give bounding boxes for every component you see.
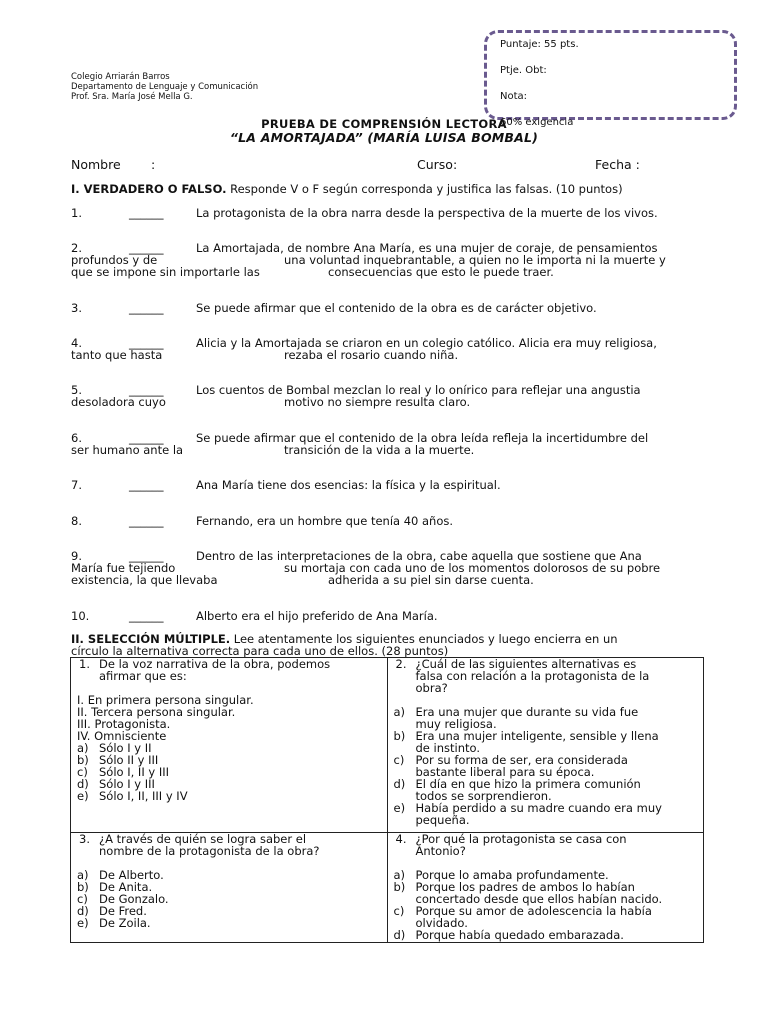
- question-text: Alicia y la Amortajada se criaron en un colegio católico. Alicia era muy religiosa,: [196, 336, 657, 350]
- roman-statement: III. Protagonista.: [77, 717, 171, 731]
- answer-option[interactable]: [388, 778, 704, 802]
- option-letter: c): [393, 753, 405, 767]
- option-letter: e): [77, 916, 89, 930]
- option-letter: a): [393, 868, 406, 882]
- question-text: Dentro de las interpretaciones de la obra, cabe aquella que sostiene que Ana: [196, 549, 642, 563]
- answer-blank[interactable]: ______: [129, 549, 164, 563]
- question-stem: ¿A través de quién se logra saber el: [99, 832, 307, 846]
- option-letter: b): [77, 753, 89, 767]
- answer-blank[interactable]: ______: [129, 609, 164, 623]
- question-number: 8.: [71, 514, 82, 528]
- question-text: tanto que hasta: [71, 348, 163, 362]
- question-stem: nombre de la protagonista de la obra?: [99, 844, 320, 858]
- option-letter: d): [77, 904, 89, 918]
- question-number: 10.: [71, 609, 90, 623]
- answer-blank[interactable]: ______: [129, 478, 164, 492]
- option-text: Porque su amor de adolescencia la había: [415, 904, 652, 918]
- question-text: existencia, la que llevaba: [71, 573, 218, 587]
- mc-question-4: [387, 833, 704, 943]
- question-text: consecuencias que esto le puede traer.: [328, 265, 554, 279]
- question-text: Fernando, era un hombre que tenía 40 años.: [196, 514, 454, 528]
- score-total: Puntaje: 55 pts.: [500, 39, 579, 50]
- question-text: Ana María tiene dos esencias: la física y la espiritual.: [196, 478, 501, 492]
- option-text: De Zoila.: [99, 916, 151, 930]
- question-number: 3.: [71, 301, 82, 315]
- question-stem: obra?: [415, 681, 448, 695]
- question-text: su mortaja con cada uno de los momentos dolorosos de su pobre: [284, 561, 661, 575]
- mc-question-1: [71, 658, 388, 833]
- option-text: olvidado.: [415, 916, 468, 930]
- section2-instructions: Lee atentamente los siguientes enunciados y luego encierra en un: [230, 632, 618, 646]
- roman-statement: IV. Omnisciente: [77, 729, 167, 743]
- answer-option[interactable]: [388, 706, 704, 730]
- option-text: pequeña.: [415, 813, 470, 827]
- answer-option[interactable]: [71, 917, 387, 929]
- answer-blank[interactable]: ______: [129, 336, 164, 350]
- answer-option[interactable]: [388, 929, 704, 941]
- answer-option[interactable]: [388, 802, 704, 826]
- option-text: Sólo I, II y III: [99, 765, 169, 779]
- question-stem: De la voz narrativa de la obra, podemos: [99, 657, 331, 671]
- question-number: 1.: [79, 657, 90, 671]
- question-text: La Amortajada, de nombre Ana María, es una mujer de coraje, de pensamientos: [196, 241, 658, 255]
- option-letter: b): [77, 880, 89, 894]
- answer-blank[interactable]: ______: [129, 206, 164, 220]
- option-letter: c): [77, 765, 88, 779]
- option-letter: a): [77, 868, 89, 882]
- section2-heading: [71, 633, 711, 657]
- question-text: rezaba el rosario cuando niña.: [284, 348, 459, 362]
- department-name: Departamento de Lenguaje y Comunicación: [71, 82, 259, 92]
- section1-title: I. VERDADERO O FALSO.: [71, 182, 227, 196]
- question-number: 2.: [71, 241, 82, 255]
- question-text: que se impone sin importarle las: [71, 265, 260, 279]
- question-number: 2.: [395, 657, 407, 671]
- option-text: De Anita.: [99, 880, 153, 894]
- question-text: Alberto era el hijo preferido de Ana María.: [196, 609, 438, 623]
- question-text: Los cuentos de Bombal mezclan lo real y lo onírico para reflejar una angustia: [196, 383, 641, 397]
- option-text: muy religiosa.: [415, 717, 497, 731]
- answer-option[interactable]: [71, 790, 387, 802]
- option-text: Porque lo amaba profundamente.: [415, 868, 609, 882]
- name-label: Nombre: [71, 157, 121, 172]
- question-stem: falsa con relación a la protagonista de la: [415, 669, 650, 683]
- option-letter: d): [393, 777, 406, 791]
- option-text: Sólo I y III: [99, 777, 155, 791]
- option-letter: c): [77, 892, 88, 906]
- name-colon: :: [151, 157, 156, 172]
- option-letter: b): [393, 729, 406, 743]
- question-text: transición de la vida a la muerte.: [284, 443, 475, 457]
- answer-blank[interactable]: ______: [129, 383, 164, 397]
- option-text: Sólo I, II, III y IV: [99, 789, 188, 803]
- school-name: Colegio Arriarán Barros: [71, 72, 170, 82]
- question-number: 5.: [71, 383, 82, 397]
- option-text: bastante liberal para su época.: [415, 765, 595, 779]
- option-text: Sólo I y II: [99, 741, 152, 755]
- option-text: Era una mujer que durante su vida fue: [415, 705, 639, 719]
- answer-option[interactable]: [388, 730, 704, 754]
- question-number: 4.: [395, 832, 407, 846]
- question-stem: Antonio?: [415, 844, 466, 858]
- option-letter: d): [77, 777, 89, 791]
- answer-option[interactable]: [388, 881, 704, 905]
- option-letter: a): [393, 705, 406, 719]
- question-text: ser humano ante la: [71, 443, 184, 457]
- question-number: 7.: [71, 478, 82, 492]
- question-number: 1.: [71, 206, 82, 220]
- answer-blank[interactable]: ______: [129, 514, 164, 528]
- option-letter: a): [77, 741, 89, 755]
- option-text: concertado desde que ellos habían nacido.: [415, 892, 663, 906]
- roman-statement: II. Tercera persona singular.: [77, 705, 236, 719]
- option-text: Sólo II y III: [99, 753, 159, 767]
- question-text: profundos y de: [71, 253, 158, 267]
- mc-question-3: [71, 833, 388, 943]
- option-letter: e): [393, 801, 406, 815]
- question-number: 9.: [71, 549, 82, 563]
- option-text: El día en que hizo la primera comunión: [415, 777, 641, 791]
- section2-instructions-cont: círculo la alternativa correcta para cada uno de ellos. (28 puntos): [71, 644, 449, 658]
- score-obtained: Ptje. Obt:: [500, 65, 547, 76]
- question-number: 3.: [79, 832, 90, 846]
- option-text: Por su forma de ser, era considerada: [415, 753, 628, 767]
- answer-option[interactable]: [388, 905, 704, 929]
- question-number: 6.: [71, 431, 82, 445]
- option-text: De Gonzalo.: [99, 892, 169, 906]
- option-text: todos se sorprendieron.: [415, 789, 552, 803]
- option-text: Porque los padres de ambos lo habían: [415, 880, 635, 894]
- section1-instructions: Responde V o F según corresponda y justifica las falsas. (10 puntos): [226, 182, 623, 196]
- score-requirement: 60% exigencia: [500, 117, 574, 128]
- roman-statement: I. En primera persona singular.: [77, 693, 254, 707]
- question-text: Se puede afirmar que el contenido de la obra leída refleja la incertidumbre del: [196, 431, 649, 445]
- option-letter: e): [77, 789, 89, 803]
- test-title: PRUEBA DE COMPRENSIÓN LECTORA: [261, 117, 507, 131]
- question-text: motivo no siempre resulta claro.: [284, 395, 471, 409]
- option-text: de instinto.: [415, 741, 480, 755]
- question-number: 4.: [71, 336, 82, 350]
- course-label: Curso:: [417, 157, 458, 172]
- option-text: Porque había quedado embarazada.: [415, 928, 624, 942]
- multiple-choice-table: [70, 657, 704, 943]
- option-text: Había perdido a su madre cuando era muy: [415, 801, 662, 815]
- answer-blank[interactable]: ______: [129, 301, 164, 315]
- question-stem: ¿Por qué la protagonista se casa con: [415, 832, 627, 846]
- question-text: Se puede afirmar que el contenido de la obra es de carácter objetivo.: [196, 301, 597, 315]
- date-label: Fecha :: [595, 157, 640, 172]
- question-text: La protagonista de la obra narra desde la perspectiva de la muerte de los vivos.: [196, 206, 658, 220]
- answer-option[interactable]: [388, 754, 704, 778]
- option-letter: c): [393, 904, 405, 918]
- teacher-name: Prof. Sra. María José Mella G.: [71, 92, 193, 102]
- section1-heading: [71, 183, 711, 195]
- question-text: adherida a su piel sin darse cuenta.: [328, 573, 534, 587]
- question-text: una voluntad inquebrantable, a quien no le importa ni la muerte y: [284, 253, 666, 267]
- question-stem: ¿Cuál de las siguientes alternativas es: [415, 657, 637, 671]
- option-text: Era una mujer inteligente, sensible y llena: [415, 729, 659, 743]
- option-letter: d): [393, 928, 406, 942]
- section2-title: II. SELECCIÓN MÚLTIPLE.: [71, 632, 231, 646]
- question-text: María fue tejiendo: [71, 561, 176, 575]
- answer-blank[interactable]: ______: [129, 241, 164, 255]
- option-text: De Fred.: [99, 904, 147, 918]
- test-subtitle: “LA AMORTAJADA” (MARÍA LUISA BOMBAL): [229, 130, 539, 145]
- option-letter: b): [393, 880, 406, 894]
- question-text: desoladora cuyo: [71, 395, 166, 409]
- answer-blank[interactable]: ______: [129, 431, 164, 445]
- option-text: De Alberto.: [99, 868, 164, 882]
- question-stem: afirmar que es:: [99, 669, 187, 683]
- score-grade: Nota:: [500, 91, 528, 102]
- mc-question-2: [387, 658, 704, 833]
